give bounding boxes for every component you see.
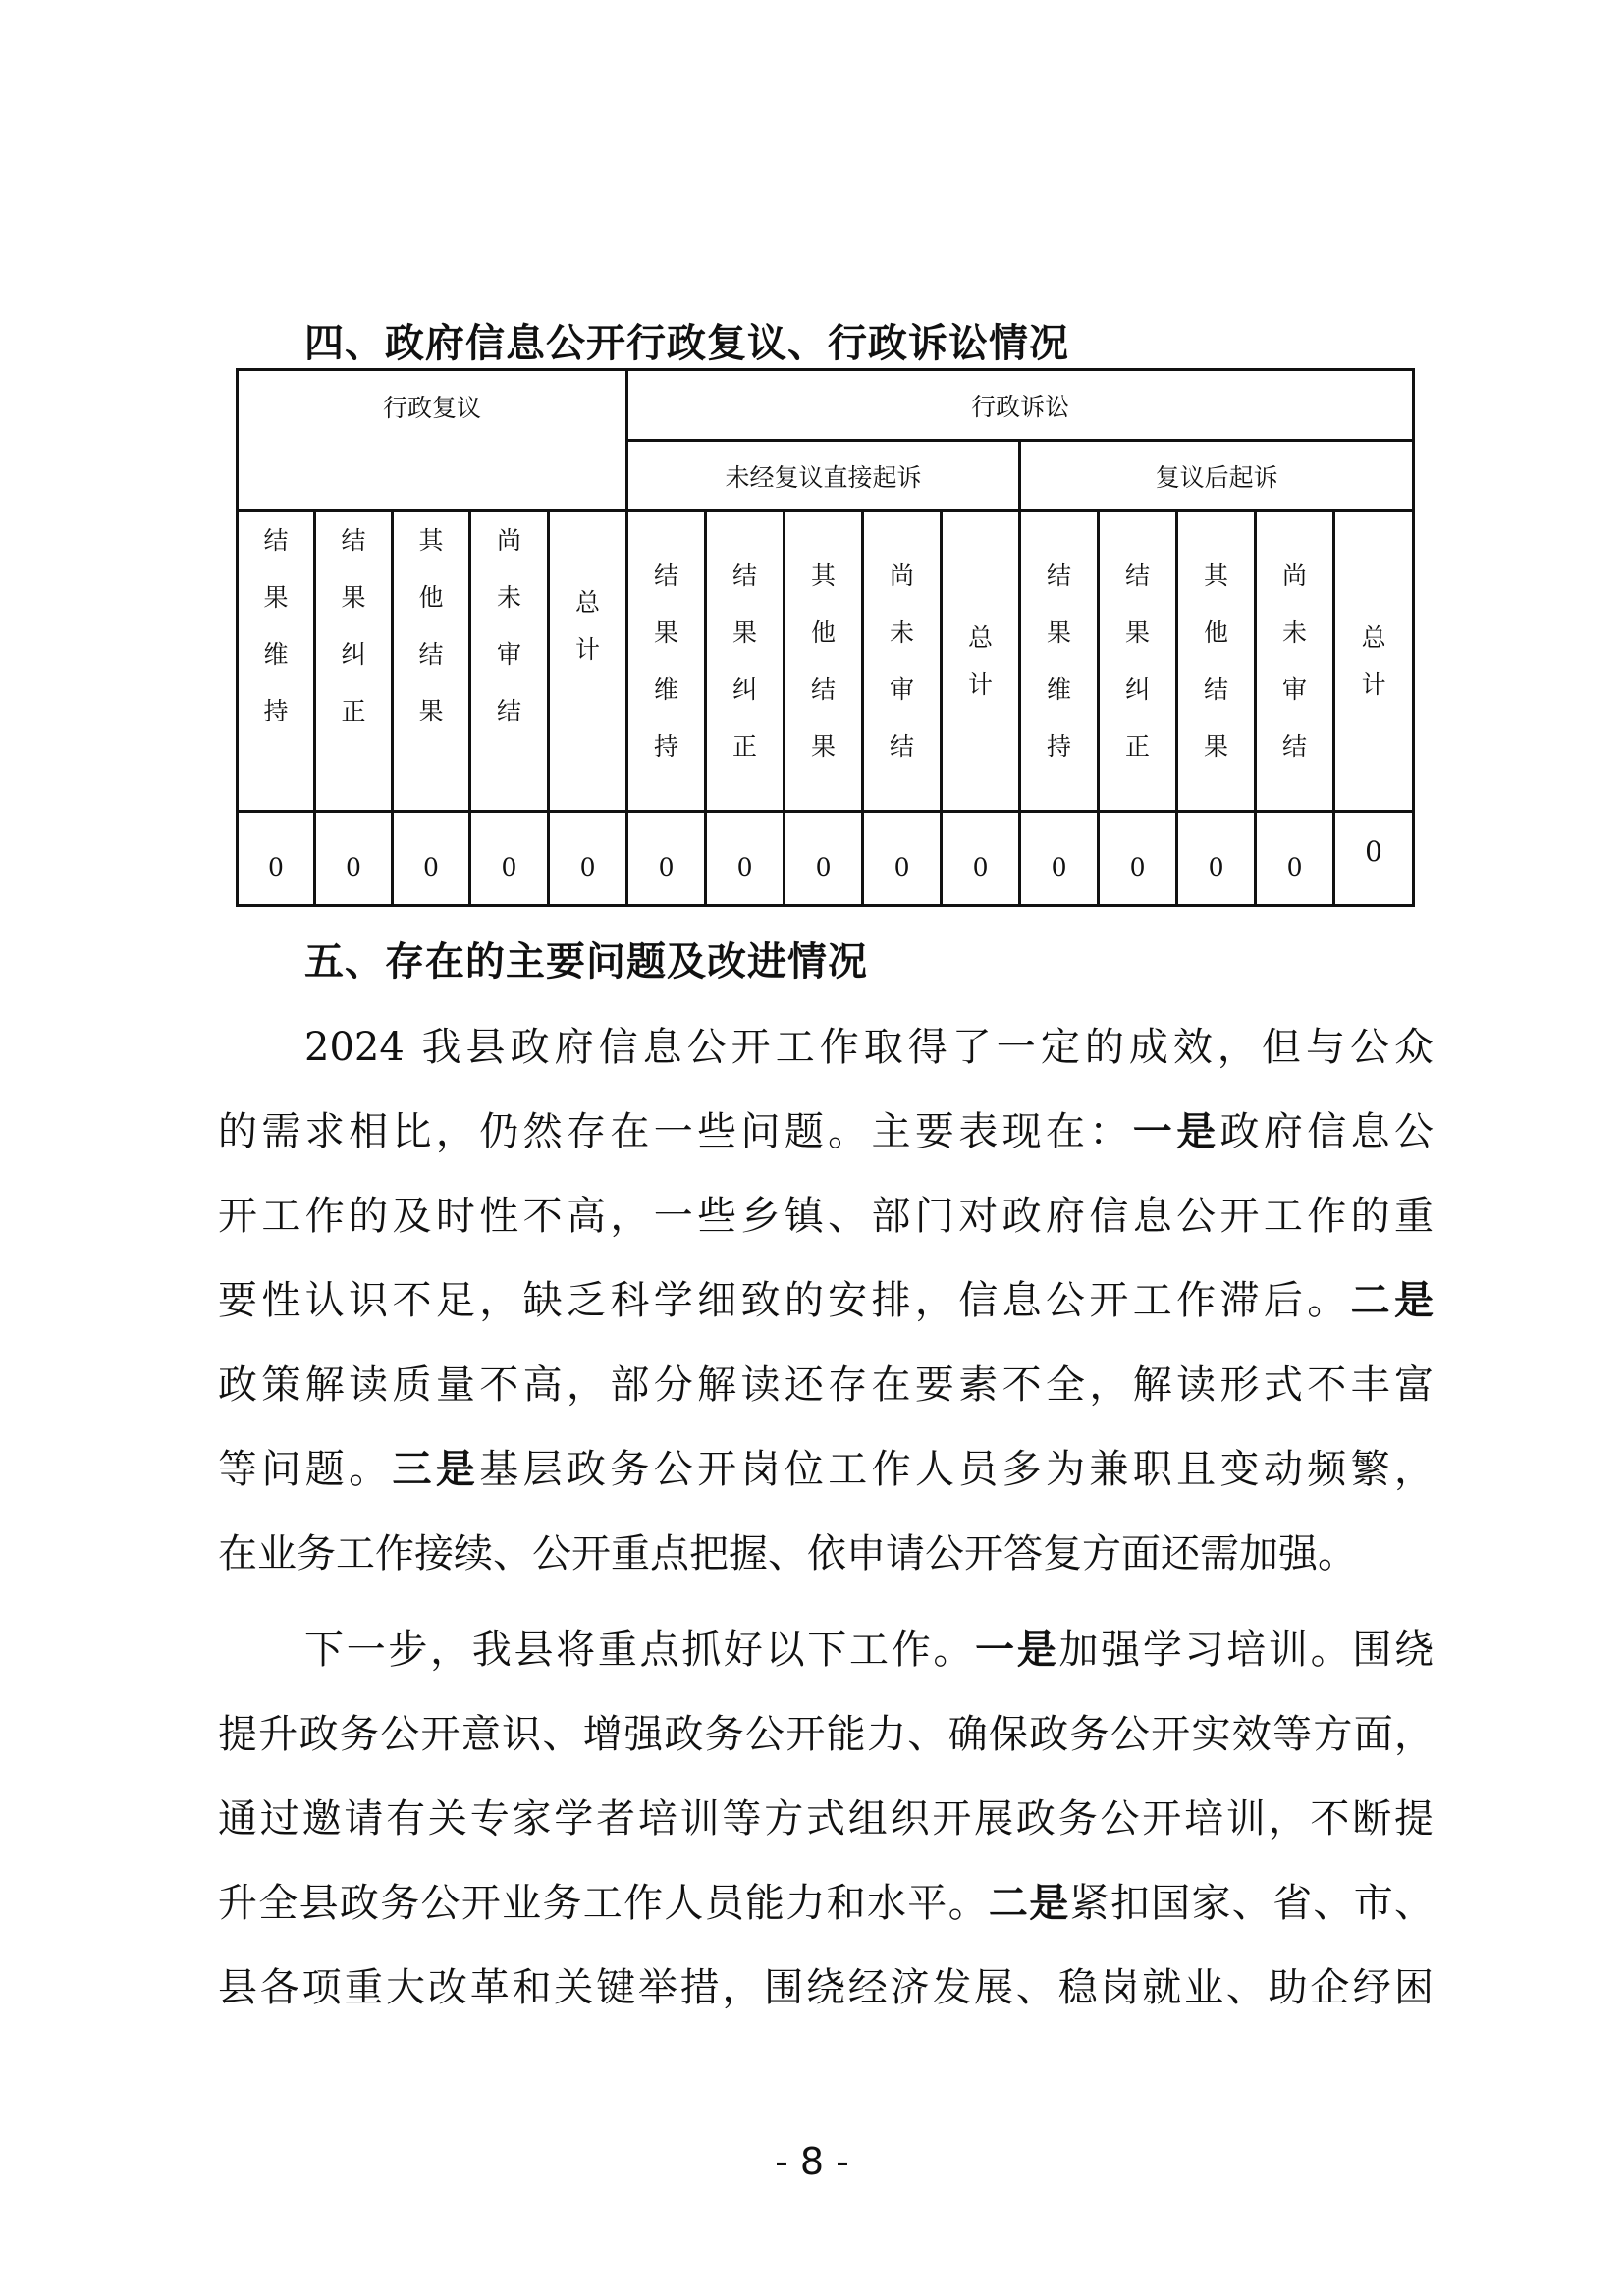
value-cell: 0 [238,812,315,906]
page-number: - 8 - [775,2140,849,2183]
value-cell: 0 [863,812,942,906]
section-4-heading: 四、政府信息公开行政复议、行政诉讼情况 [304,321,1069,366]
text-line: 升全县政务公开业务工作人员能力和水平。二是紧扣国家、省、市、 [218,1881,1435,1926]
col-maintained: 结 果 维 持 [627,511,706,812]
col-other: 其 他 结 果 [1177,511,1256,812]
value-cell: 0 [470,812,549,906]
text-line: 等问题。三是基层政务公开岗位工作人员多为兼职且变动频繁， [218,1447,1435,1492]
col-maintained: 结 果 维 持 [238,476,315,776]
col-corrected: 结 果 纠 正 [1099,511,1177,812]
col-pending: 尚 未 审 结 [1256,511,1334,812]
text-line: 下一步，我县将重点抓好以下工作。一是加强学习培训。围绕 [304,1628,1435,1673]
col-pending: 尚 未 审 结 [863,511,942,812]
value-cell: 0 [706,812,785,906]
col-total: 总 计 [1334,511,1414,812]
review-litigation-table [236,368,1415,907]
value-cell: 0 [1334,812,1414,906]
text-line: 要性认识不足，缺乏科学细致的安排，信息公开工作滞后。二是 [218,1278,1435,1323]
text-line: 县各项重大改革和关键举措，围绕经济发展、稳岗就业、助企纾困 [218,1965,1434,2010]
value-cell: 0 [1177,812,1256,906]
direct-suit-header: 未经复议直接起诉 [627,441,1020,511]
col-total: 总 计 [942,511,1020,812]
value-cell: 0 [393,812,470,906]
problems-paragraph [218,1005,1434,1596]
text-line: 提升政务公开意识、增强政务公开能力、确保政务公开实效等方面， [218,1712,1434,1757]
value-cell: 0 [627,812,706,906]
col-corrected: 结 果 纠 正 [315,476,393,776]
value-cell: 0 [785,812,863,906]
value-cell: 0 [1256,812,1334,906]
col-total: 总 计 [549,476,627,776]
col-other: 其 他 结 果 [785,511,863,812]
value-cell: 0 [1020,812,1099,906]
col-maintained: 结 果 维 持 [1020,511,1099,812]
text-line: 的需求相比，仍然存在一些问题。主要表现在：一是政府信息公 [218,1109,1435,1154]
col-corrected: 结 果 纠 正 [706,511,785,812]
text-line: 在业务工作接续、公开重点把握、依申请公开答复方面还需加强。 [218,1531,1357,1576]
admin-litigation-header: 行政诉讼 [627,370,1414,441]
value-cell: 0 [315,812,393,906]
admin-review-header: 行政复议 [238,370,627,511]
text-line: 通过邀请有关专家学者培训等方式组织开展政务公开培训，不断提 [218,1796,1434,1842]
col-other: 其 他 结 果 [393,476,470,776]
section-5-heading: 五、存在的主要问题及改进情况 [304,939,868,985]
col-pending: 尚 未 审 结 [470,476,549,776]
value-cell: 0 [942,812,1020,906]
value-cell: 0 [1099,812,1177,906]
after-review-suit-header: 复议后起诉 [1020,441,1414,511]
value-cell: 0 [549,812,627,906]
text-line: 2024 我县政府信息公开工作取得了一定的成效，但与公众 [304,1025,1434,1070]
text-line: 政策解读质量不高，部分解读还存在要素不全，解读形式不丰富 [218,1362,1434,1408]
text-line: 开工作的及时性不高，一些乡镇、部门对政府信息公开工作的重 [218,1194,1434,1239]
next-steps-paragraph [218,1608,1434,2030]
